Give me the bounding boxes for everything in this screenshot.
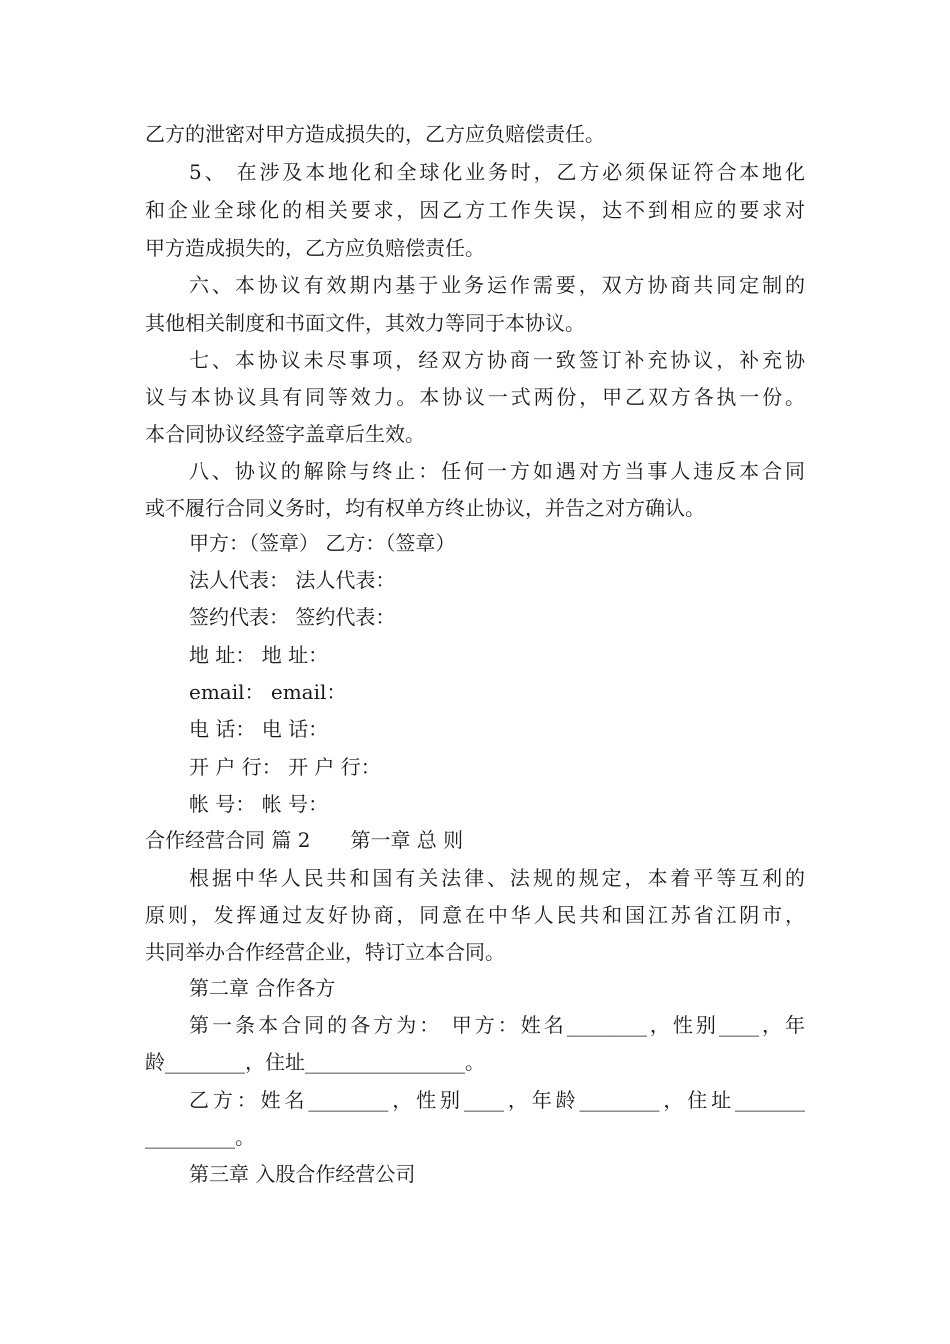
text-line: _________。 — [145, 1125, 255, 1149]
signature-line: 开 户 行： 开 户 行： — [189, 755, 381, 779]
text-line: 龄________，住址________________。 — [145, 1050, 485, 1074]
signature-line: 法人代表： 法人代表： — [189, 568, 396, 592]
text-line: 第一条本合同的各方为： 甲方：姓名________，性别____，年 — [189, 1013, 805, 1037]
chapter-heading: 第三章 入股合作经营公司 — [189, 1162, 416, 1186]
signature-line: 电 话： 电 话： — [189, 717, 329, 741]
text-line: 八、协议的解除与终止：任何一方如遇对方当事人违反本合同 — [189, 459, 805, 483]
text-line: 六、本协议有效期内基于业务运作需要，双方协商共同定制的 — [189, 273, 805, 297]
text-line: 乙方：姓名________，性别____，年龄________，住址_______ — [189, 1088, 805, 1112]
signature-line: 签约代表： 签约代表： — [189, 605, 396, 629]
signature-line: 甲方：（签章） 乙方：（签章） — [189, 531, 456, 555]
text-line: 或不履行合同义务时，均有权单方终止协议，并告之对方确认。 — [145, 496, 705, 520]
chapter-heading: 第二章 合作各方 — [189, 976, 336, 1000]
text-line: 甲方造成损失的，乙方应负赔偿责任。 — [145, 236, 485, 260]
signature-line: email： email： — [189, 680, 347, 704]
text-line: 本合同协议经签字盖章后生效。 — [145, 422, 425, 446]
signature-line: 地 址： 地 址： — [189, 643, 329, 667]
text-line: 5、 在涉及本地化和全球化业务时，乙方必须保证符合本地化 — [189, 160, 805, 184]
text-line: 原则，发挥通过友好协商，同意在中华人民共和国江苏省江阴市， — [145, 903, 805, 927]
text-line: 七、本协议未尽事项，经双方协商一致签订补充协议，补充协 — [189, 348, 805, 372]
text-line: 其他相关制度和书面文件，其效力等同于本协议。 — [145, 311, 585, 335]
text-line: 共同举办合作经营企业，特订立本合同。 — [145, 940, 505, 964]
text-line: 和企业全球化的相关要求，因乙方工作失误，达不到相应的要求对 — [145, 198, 805, 222]
signature-line: 帐 号： 帐 号： — [189, 792, 329, 816]
section-heading: 合作经营合同 篇 2 第一章 总 则 — [145, 828, 464, 852]
text-line: 乙方的泄密对甲方造成损失的，乙方应负赔偿责任。 — [145, 122, 605, 146]
text-line: 根据中华人民共和国有关法律、法规的规定，本着平等互利的 — [189, 866, 805, 890]
text-line: 议与本协议具有同等效力。本协议一式两份，甲乙双方各执一份。 — [145, 385, 805, 409]
